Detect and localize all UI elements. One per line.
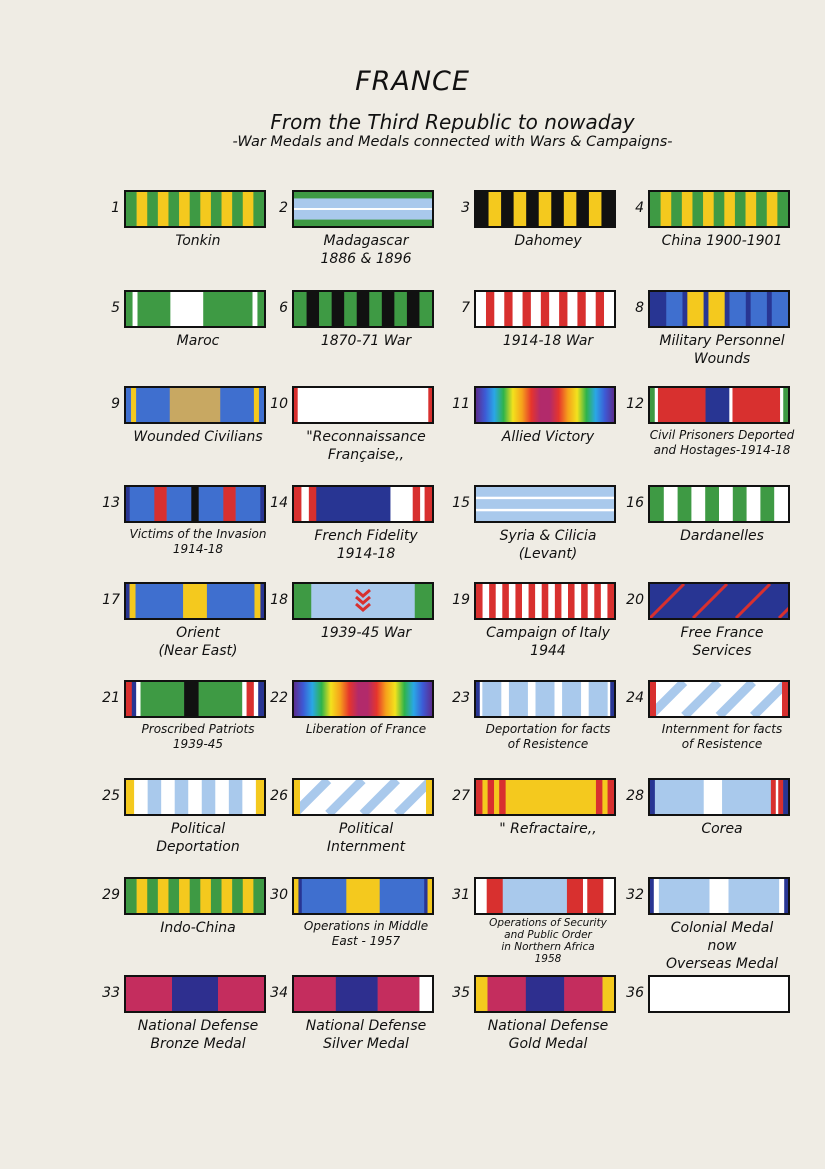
medal-entry: [96, 386, 276, 482]
medal-number: 8: [635, 300, 644, 316]
medal-number: 23: [452, 690, 470, 706]
medal-ribbon: [124, 582, 266, 620]
medal-label: [118, 820, 278, 856]
medal-label-line: " Refractaire,,: [499, 821, 597, 837]
medal-ribbon: [648, 778, 790, 816]
medal-entry: [264, 975, 444, 1071]
medal-entry: [620, 485, 800, 581]
medal-label: [286, 722, 446, 737]
medal-label-line: and Hostages-1914-18: [653, 443, 791, 457]
medal-number: 26: [270, 788, 288, 804]
ribbon-pattern: [294, 192, 432, 226]
ribbon-pattern: [294, 682, 432, 716]
medal-ribbon: [474, 582, 616, 620]
medal-label-line: China 1900-1901: [661, 233, 783, 249]
medal-number: 32: [626, 887, 644, 903]
ribbon-pattern: [294, 977, 432, 1011]
medal-number: 34: [270, 985, 288, 1001]
medal-label-line: 1914-18: [172, 542, 224, 556]
medal-number: 17: [102, 592, 120, 608]
ribbon-pattern: [476, 292, 614, 326]
medal-ribbon: [648, 975, 790, 1013]
medal-label-line: Wounds: [693, 351, 751, 367]
medal-ribbon: [648, 485, 790, 523]
ribbon-pattern: [476, 682, 614, 716]
medal-label: [286, 624, 446, 642]
medal-number: 31: [452, 887, 470, 903]
ribbon-pattern: [126, 584, 264, 618]
medal-label: [468, 1017, 628, 1053]
medal-entry: [446, 975, 626, 1071]
medal-label: [468, 428, 628, 446]
medal-number: 4: [635, 200, 644, 216]
medal-entry: [620, 190, 800, 286]
medal-ribbon: [292, 290, 434, 328]
medal-label-line: Proscribed Patriots: [141, 722, 255, 736]
medal-number: 3: [461, 200, 470, 216]
medal-label-line: 1870-71 War: [320, 333, 412, 349]
medal-label-line: 1944: [530, 643, 566, 659]
medal-label-line: Corea: [701, 821, 743, 837]
medal-number: 11: [452, 396, 470, 412]
page-subtitle-secondary: -War Medals and Medals connected with Wars & Campaigns-: [232, 134, 673, 150]
medal-entry: [264, 877, 444, 973]
ribbon-pattern: [650, 682, 788, 716]
medal-number: 20: [626, 592, 644, 608]
medal-label-line: Operations in Middle: [303, 919, 429, 933]
medal-entry: [446, 778, 626, 874]
ribbon-pattern: [650, 292, 788, 326]
medal-label: [118, 624, 278, 660]
medal-ribbon: [292, 485, 434, 523]
medal-number: 29: [102, 887, 120, 903]
medal-ribbon: [648, 290, 790, 328]
medal-label-line: French Fidelity: [314, 528, 418, 544]
ribbon-pattern: [294, 780, 432, 814]
medal-entry: [620, 778, 800, 874]
medal-ribbon: [474, 778, 616, 816]
medal-entry: [264, 290, 444, 386]
medal-label-line: Military Personnel: [659, 333, 785, 349]
medal-label-line: Orient: [176, 625, 220, 641]
ribbon-pattern: [476, 977, 614, 1011]
page-subtitle: From the Third Republic to nowaday: [270, 110, 635, 134]
medal-label-line: Operations of Security: [489, 917, 607, 929]
medal-ribbon: [474, 877, 616, 915]
medal-number: 33: [102, 985, 120, 1001]
medal-ribbon: [292, 190, 434, 228]
medal-label: [642, 919, 802, 973]
medal-label: [642, 624, 802, 660]
medal-label: [286, 919, 446, 949]
medal-label-line: Indo-China: [160, 920, 236, 936]
ribbon-pattern: [476, 388, 614, 422]
medal-ribbon: [648, 190, 790, 228]
medal-ribbon: [292, 877, 434, 915]
medal-entry: [446, 877, 626, 973]
medal-label-line: Deportation: [156, 839, 240, 855]
medal-label: [642, 722, 802, 752]
medal-entry: [96, 290, 276, 386]
medal-number: 16: [626, 495, 644, 511]
medal-label-line: Allied Victory: [501, 429, 595, 445]
ribbon-pattern: [650, 780, 788, 814]
medal-entry: [96, 190, 276, 286]
medal-label-line: and Public Order: [504, 929, 592, 941]
ribbon-pattern: [650, 584, 788, 618]
medal-label: [468, 624, 628, 660]
medal-entry: [96, 975, 276, 1071]
medal-ribbon: [124, 975, 266, 1013]
medal-number: 22: [270, 690, 288, 706]
ribbon-pattern: [126, 388, 264, 422]
medal-ribbon: [124, 386, 266, 424]
medal-label-line: Silver Medal: [323, 1036, 409, 1052]
medal-label: [642, 232, 802, 250]
medal-ribbon: [474, 290, 616, 328]
medal-label: [286, 1017, 446, 1053]
medal-entry: [446, 190, 626, 286]
medal-label-line: Political: [338, 821, 394, 837]
ribbon-pattern: [294, 292, 432, 326]
ribbon-pattern: [126, 487, 264, 521]
ribbon-pattern: [650, 388, 788, 422]
medal-entry: [264, 680, 444, 776]
medal-label: [468, 232, 628, 250]
medal-ribbon: [648, 877, 790, 915]
medal-entry: [264, 485, 444, 581]
medal-number: 15: [452, 495, 470, 511]
medal-label-line: in Northern Africa: [501, 941, 595, 953]
medal-label-line: Colonial Medal: [670, 920, 774, 936]
ribbon-pattern: [126, 192, 264, 226]
medal-entry: [620, 975, 800, 1071]
ribbon-pattern: [476, 584, 614, 618]
medal-label: [468, 722, 628, 752]
medal-number: 21: [102, 690, 120, 706]
medal-number: 13: [102, 495, 120, 511]
medal-label: [118, 232, 278, 250]
ribbon-pattern: [126, 682, 264, 716]
medal-label-line: of Resistence: [681, 737, 763, 751]
medal-number: 2: [279, 200, 288, 216]
medal-entry: [446, 582, 626, 678]
medal-label-line: Political: [170, 821, 226, 837]
medal-number: 7: [461, 300, 470, 316]
medal-ribbon: [474, 975, 616, 1013]
medal-label-line: Victims of the Invasion: [129, 527, 267, 541]
medal-label-line: Deportation for facts: [485, 722, 611, 736]
medal-ribbon: [292, 680, 434, 718]
medal-label-line: (Near East): [158, 643, 238, 659]
ribbon-pattern: [476, 487, 614, 521]
medal-ribbon: [124, 190, 266, 228]
medal-number: 14: [270, 495, 288, 511]
ribbon-pattern: [294, 584, 432, 618]
medal-label-line: Dardanelles: [680, 528, 764, 544]
medal-label-line: Liberation of France: [305, 722, 427, 736]
ribbon-pattern: [476, 780, 614, 814]
medal-label-line: Tonkin: [175, 233, 221, 249]
ribbon-pattern: [650, 487, 788, 521]
medal-label-line: Campaign of Italy: [486, 625, 610, 641]
medal-entry: [96, 582, 276, 678]
medal-ribbon: [292, 975, 434, 1013]
medal-label: [468, 820, 628, 838]
medal-label: [118, 527, 278, 557]
medal-ribbon: [292, 778, 434, 816]
medal-label-line: Internment: [326, 839, 406, 855]
ribbon-pattern: [476, 192, 614, 226]
medal-number: 19: [452, 592, 470, 608]
medal-entry: [446, 485, 626, 581]
medal-number: 5: [111, 300, 120, 316]
medal-ribbon: [292, 386, 434, 424]
medal-ribbon: [474, 190, 616, 228]
medal-label-line: 1886 & 1896: [320, 251, 412, 267]
medal-ribbon: [124, 778, 266, 816]
medal-entry: [264, 190, 444, 286]
medal-label: [286, 332, 446, 350]
medal-label-line: Free France: [680, 625, 764, 641]
medal-label: [286, 527, 446, 563]
medal-label: [286, 232, 446, 268]
medal-entry: [96, 680, 276, 776]
medal-label: [468, 527, 628, 563]
medal-entry: [620, 582, 800, 678]
ribbon-pattern: [650, 879, 788, 913]
medal-number: 27: [452, 788, 470, 804]
medal-number: 25: [102, 788, 120, 804]
medal-label: [642, 428, 802, 458]
medal-ribbon: [124, 877, 266, 915]
medal-label: [118, 722, 278, 752]
medal-label: [642, 820, 802, 838]
medal-entry: [620, 680, 800, 776]
ribbon-pattern: [126, 292, 264, 326]
medal-ribbon: [124, 290, 266, 328]
medal-ribbon: [124, 680, 266, 718]
medal-label: [642, 332, 802, 368]
medal-entry: [96, 485, 276, 581]
medal-label: [642, 527, 802, 545]
medal-label: [118, 1017, 278, 1053]
medal-label-line: "Reconnaissance: [306, 429, 426, 445]
medal-label: [468, 917, 628, 965]
medal-ribbon: [292, 582, 434, 620]
medal-label-line: Civil Prisoners Deported: [649, 428, 795, 442]
medal-label-line: Internment for facts: [661, 722, 783, 736]
medal-label: [286, 820, 446, 856]
medal-number: 1: [111, 200, 120, 216]
medal-number: 35: [452, 985, 470, 1001]
medal-entry: [446, 386, 626, 482]
medal-entry: [620, 386, 800, 482]
medal-label-line: 1914-18: [336, 546, 396, 562]
medal-label-line: 1914-18 War: [502, 333, 594, 349]
medal-label-line: Syria & Cilicia: [499, 528, 597, 544]
medal-number: 10: [270, 396, 288, 412]
medal-entry: [264, 386, 444, 482]
medal-label-line: Bronze Medal: [150, 1036, 246, 1052]
ribbon-pattern: [126, 780, 264, 814]
ribbon-pattern: [650, 977, 788, 1011]
medal-label-line: 1939-45 War: [320, 625, 412, 641]
medal-entry: [96, 877, 276, 973]
medal-entry: [264, 582, 444, 678]
medal-label-line: East - 1957: [331, 934, 401, 948]
ribbon-pattern: [126, 977, 264, 1011]
medal-label-line: Services: [692, 643, 752, 659]
medal-number: 9: [111, 396, 120, 412]
medal-entry: [264, 778, 444, 874]
medal-label-line: National Defense: [487, 1018, 609, 1034]
medal-number: 24: [626, 690, 644, 706]
medal-label-line: Gold Medal: [508, 1036, 588, 1052]
medal-label-line: National Defense: [137, 1018, 259, 1034]
medal-entry: [96, 778, 276, 874]
ribbon-pattern: [294, 487, 432, 521]
medal-entry: [620, 290, 800, 386]
medal-number: 36: [626, 985, 644, 1001]
medal-entry: [446, 290, 626, 386]
medal-label: [118, 428, 278, 446]
ribbon-pattern: [294, 879, 432, 913]
medal-ribbon: [648, 386, 790, 424]
medal-label: [286, 428, 446, 464]
medal-label: [118, 332, 278, 350]
medal-entry: [620, 877, 800, 973]
medal-number: 30: [270, 887, 288, 903]
medal-ribbon: [648, 582, 790, 620]
medal-ribbon: [474, 386, 616, 424]
medal-label-line: Française,,: [327, 447, 405, 463]
medal-entry: [446, 680, 626, 776]
medal-label-line: Maroc: [176, 333, 220, 349]
ribbon-pattern: [650, 192, 788, 226]
medal-label-line: Dahomey: [514, 233, 582, 249]
medal-number: 6: [279, 300, 288, 316]
ribbon-pattern: [126, 879, 264, 913]
medal-label-line: Overseas Medal: [666, 956, 778, 972]
ribbon-pattern: [294, 388, 432, 422]
medal-label-line: 1958: [534, 953, 562, 965]
medal-label-line: National Defense: [305, 1018, 427, 1034]
medal-ribbon: [648, 680, 790, 718]
medal-label-line: Wounded Civilians: [133, 429, 263, 445]
ribbon-pattern: [476, 879, 614, 913]
medal-label-line: now: [707, 938, 737, 954]
medal-label: [468, 332, 628, 350]
medal-number: 12: [626, 396, 644, 412]
medal-number: 18: [270, 592, 288, 608]
medal-ribbon: [124, 485, 266, 523]
medal-ribbon: [474, 680, 616, 718]
medal-ribbon: [474, 485, 616, 523]
medal-label: [118, 919, 278, 937]
page-title: FRANCE: [355, 66, 470, 97]
medal-label-line: of Resistence: [507, 737, 589, 751]
medal-label-line: Madagascar: [323, 233, 409, 249]
medal-number: 28: [626, 788, 644, 804]
medal-label-line: 1939-45: [172, 737, 224, 751]
medal-label-line: (Levant): [518, 546, 578, 562]
